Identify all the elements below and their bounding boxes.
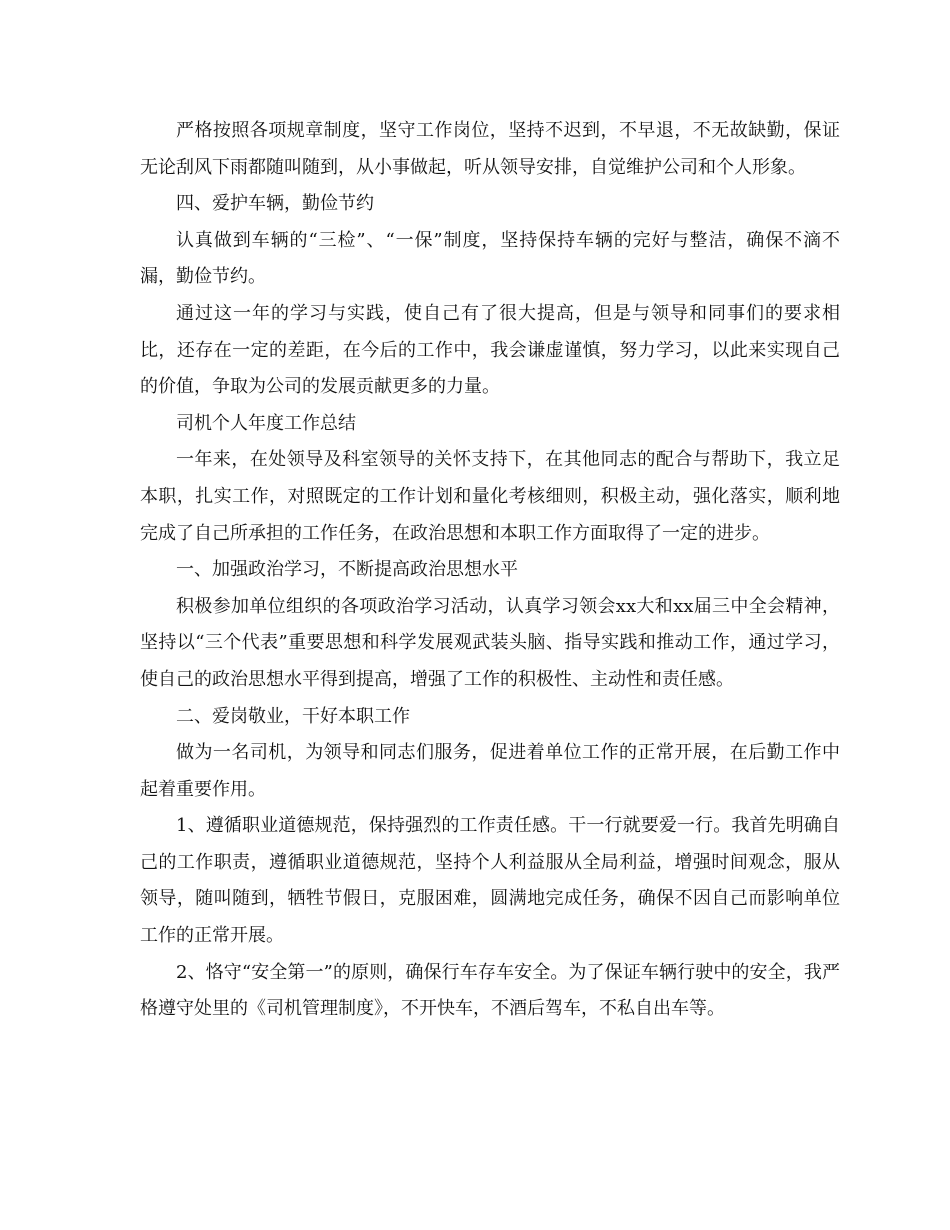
document-body <box>140 113 840 1028</box>
paragraph-year-reflection: 通过这一年的学习与实践，使自己有了很大提高，但是与领导和同事们的要求相比，还存在一定的差距，在今后的工作中，我会谦虚谨慎，努力学习，以此来实现自己的价值，争取为公司的发展贡献更多的力量。 <box>140 302 840 398</box>
paragraph-introduction: 一年来，在处领导及科室领导的关怀支持下，在其他同志的配合与帮助下，我立足本职，扎实工作，对照既定的工作计划和量化考核细则，积极主动，强化落实，顺利地完成了自己所承担的工作任务，在政治思想和本职工作方面取得了一定的进步。 <box>140 449 840 544</box>
document-title: 司机个人年度工作总结 <box>176 412 356 434</box>
heading-section-1: 一、加强政治学习，不断提高政治思想水平 <box>176 559 518 581</box>
heading-section-2: 二、爱岗敬业，干好本职工作 <box>176 705 410 727</box>
paragraph-item-1: 1、遵循职业道德规范，保持强烈的工作责任感。干一行就要爱一行。我首先明确自己的工作职责，遵循职业道德规范，坚持个人利益服从全局利益，增强时间观念，服从领导，随叫随到，牺牲节假日，克服困难，圆满地完成任务，确保不因自己而影响单位工作的正常开展。 <box>140 815 840 947</box>
paragraph-vehicle-care: 认真做到车辆的“三检”、“一保”制度，坚持保持车辆的完好与整洁，确保不滴不漏，勤俭节约。 <box>140 229 840 288</box>
paragraph-item-2: 2、恪守“安全第一”的原则，确保行车存车安全。为了保证车辆行驶中的安全，我严格遵守处里的《司机管理制度》，不开快车，不酒后驾车，不私自出车等。 <box>140 961 840 1020</box>
paragraph-driver-role: 做为一名司机，为领导和同志们服务，促进着单位工作的正常开展，在后勤工作中起着重要作用。 <box>140 742 840 800</box>
paragraph-political-study: 积极参加单位组织的各项政治学习活动，认真学习领会xx大和xx届三中全会精神，坚持以“三个代表”重要思想和科学发展观武装头脑、指导实践和推动工作，通过学习，使自己的政治思想水平得到提高，增强了工作的积极性、主动性和责任感。 <box>140 595 840 690</box>
paragraph-discipline: 严格按照各项规章制度，坚守工作岗位，坚持不迟到，不早退，不无故缺勤，保证无论刮风下雨都随叫随到，从小事做起，听从领导安排，自觉维护公司和个人形象。 <box>140 120 840 178</box>
heading-section-4: 四、爱护车辆，勤俭节约 <box>176 193 374 215</box>
